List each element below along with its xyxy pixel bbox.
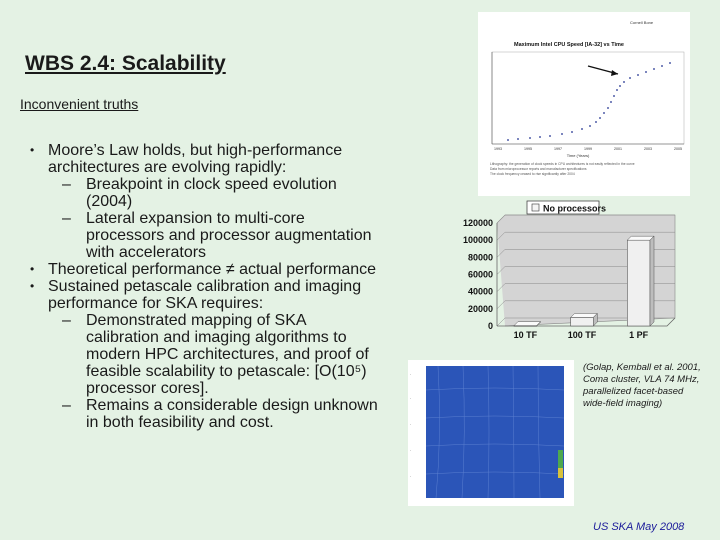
cpu-speed-figure xyxy=(478,12,690,196)
bullet-text: Sustained petascale calibration and imaging performance for SKA requires: xyxy=(48,278,362,312)
bullet-dot: • xyxy=(30,262,35,276)
cpu-chart-title: Maximum Intel CPU Speed [IA-32] vs Time xyxy=(514,42,624,48)
sub-bullet-text: Breakpoint in clock speed evolution (2004) xyxy=(86,176,337,210)
data-point xyxy=(603,112,605,114)
radio-image-figure xyxy=(408,360,574,506)
coma-cluster-image xyxy=(408,360,574,506)
data-point xyxy=(653,68,655,70)
cpu-x-ticks xyxy=(494,147,682,151)
y-tick-label: 60000 xyxy=(467,269,493,280)
bullet-moore xyxy=(20,142,382,176)
data-point xyxy=(599,117,601,119)
bullet-list xyxy=(20,142,382,431)
svg-text:·: · xyxy=(410,396,412,401)
slide-title: WBS 2.4: Scalability xyxy=(25,52,226,75)
grid-line xyxy=(497,318,505,326)
cpu-speed-chart xyxy=(478,12,690,196)
bullet-dot: • xyxy=(30,279,35,293)
data-point xyxy=(619,85,621,87)
data-point xyxy=(613,95,615,97)
bullet-text: Theoretical performance ≠ actual performance xyxy=(48,261,377,278)
data-point xyxy=(669,62,671,64)
cpu-note: The clock frequency ceased to rise significantly after 2004 xyxy=(490,172,575,176)
bullet-dot: • xyxy=(30,143,35,157)
sub-bullet-breakpoint: – Breakpoint in clock speed evolution (2004) xyxy=(62,176,337,210)
y-tick-label: 40000 xyxy=(467,286,493,297)
data-point xyxy=(507,139,509,141)
sub-bullet-text: Lateral expansion to multi-core processors and processor augmentation with accelerators xyxy=(86,210,372,261)
svg-text:·: · xyxy=(410,448,412,453)
data-point xyxy=(629,77,631,79)
data-point xyxy=(595,121,597,123)
svg-text:·: · xyxy=(410,422,412,427)
x-tick-label: 1993 xyxy=(494,147,502,151)
x-tick-label: 100 TF xyxy=(567,330,597,340)
x-tick-label: 1 PF xyxy=(629,330,649,340)
bar-top xyxy=(514,322,541,326)
data-point xyxy=(561,133,563,135)
sub-bullet-mapping: – Demonstrated mapping of SKA calibration and imaging algorithms to modern HPC architectures, and proof of feasible scalability to petascale: [O(10⁵) processor cores]. xyxy=(62,312,369,397)
x-tick-label: 2003 xyxy=(644,147,652,151)
subtitle: Inconvenient truths xyxy=(20,96,139,112)
bar-side xyxy=(650,236,654,326)
svg-text:·: · xyxy=(410,372,412,377)
figure-caption: (Golap, Kemball et al. 2001, Coma cluster, VLA 74 MHz, parallelized facet-based wide-field imaging) xyxy=(583,362,701,409)
cpu-chart-corner-note: Cornell Bone xyxy=(630,20,654,25)
image-field xyxy=(426,366,564,498)
legend-swatch xyxy=(532,204,539,211)
y-tick-label: 120000 xyxy=(462,218,493,228)
x-tick-label: 1995 xyxy=(524,147,532,151)
data-point xyxy=(539,136,541,138)
data-point xyxy=(645,71,647,73)
data-point xyxy=(661,65,663,67)
y-tick-label: 80000 xyxy=(467,252,493,263)
cpu-chart-xlabel: Time (Years) xyxy=(566,153,590,158)
data-point xyxy=(616,89,618,91)
plot-frame xyxy=(492,52,684,144)
y-tick-label: 20000 xyxy=(467,303,493,314)
cpu-note: Lithography: the generation of clock speeds in CPU architectures is not easily reflected in the curve xyxy=(490,162,635,166)
x-tick-label: 1999 xyxy=(584,147,592,151)
data-point xyxy=(517,138,519,140)
data-point xyxy=(637,74,639,76)
cpu-note: Data from microprocessor reports and manufacturer specifications xyxy=(490,167,587,171)
data-point xyxy=(623,81,625,83)
svg-text:·: · xyxy=(410,474,412,479)
data-point xyxy=(610,101,612,103)
bullet-text: Moore’s Law holds, but high-performance architectures are evolving rapidly: xyxy=(48,142,343,176)
data-point xyxy=(581,128,583,130)
bar xyxy=(627,240,650,326)
sub-bullet-unknown: – Remains a considerable design unknown in both feasibility and cost. xyxy=(62,397,378,431)
sub-bullet-text: Demonstrated mapping of SKA calibration and imaging algorithms to modern HPC architectures, and proof of feasible scalability to petascale: [O(10⁵) processor cores]. xyxy=(86,312,369,397)
bar xyxy=(571,317,594,326)
legend-label: No processors xyxy=(543,203,607,214)
bar-top xyxy=(571,313,598,317)
processor-bar-chart xyxy=(447,198,687,348)
y-tick-label: 100000 xyxy=(462,235,493,246)
bar-top xyxy=(627,236,654,240)
y-tick-label: 0 xyxy=(487,321,493,331)
x-tick-label: 1997 xyxy=(554,147,562,151)
x-tick-label: 10 TF xyxy=(513,330,538,340)
data-point xyxy=(571,131,573,133)
bullet-theoretical xyxy=(20,261,382,278)
x-tick-label: 2005 xyxy=(674,147,682,151)
sub-bullet-text: Remains a considerable design unknown in both feasibility and cost. xyxy=(86,397,378,431)
data-point xyxy=(549,135,551,137)
data-point xyxy=(607,107,609,109)
sub-bullet-lateral: – Lateral expansion to multi-core processors and processor augmentation with accelerators xyxy=(62,210,372,261)
data-point xyxy=(529,137,531,139)
data-point xyxy=(589,125,591,127)
bullet-sustained xyxy=(20,278,382,312)
x-tick-label: 2001 xyxy=(614,147,622,151)
cpu-data-points xyxy=(507,62,671,141)
footer-text: US SKA May 2008 xyxy=(593,521,685,533)
bar-chart-svg xyxy=(447,198,687,348)
